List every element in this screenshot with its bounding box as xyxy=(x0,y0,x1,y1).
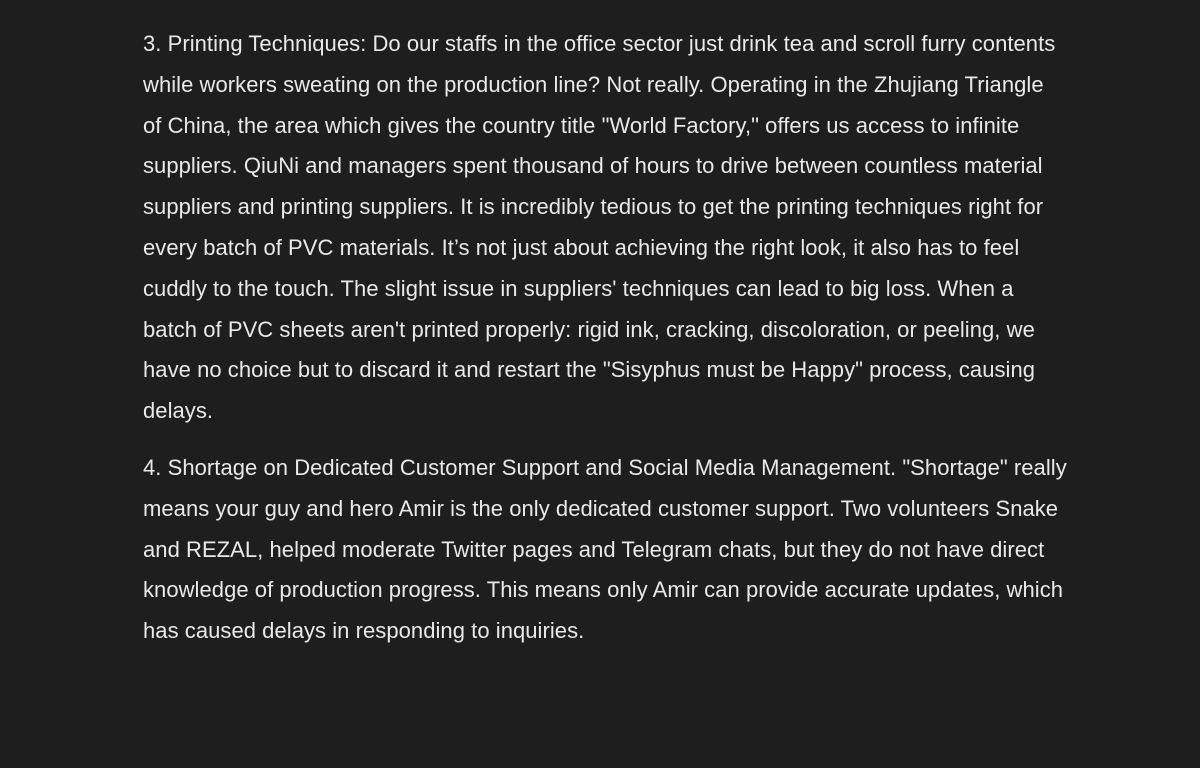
document-body xyxy=(143,24,1068,652)
paragraph-printing-techniques: 3. Printing Techniques: Do our staffs in the office sector just drink tea and scroll furry contents while workers sweating on the production line? Not really. Operating in the Zhujiang Triangle of China, the area which gives the country title "World Factory," offers us access to infinite suppliers. QiuNi and managers spent thousand of hours to drive between countless material suppliers and printing suppliers. It is incredibly tedious to get the printing techniques right for every batch of PVC materials. It’s not just about achieving the right look, it also has to feel cuddly to the touch. The slight issue in suppliers' techniques can lead to big loss. When a batch of PVC sheets aren't printed properly: rigid ink, cracking, discoloration, or peeling, we have no choice but to discard it and restart the "Sisyphus must be Happy" process, causing delays. xyxy=(143,31,1056,424)
paragraph-customer-support-shortage: 4. Shortage on Dedicated Customer Support and Social Media Management. "Shortage" really means your guy and hero Amir is the only dedicated customer support. Two volunteers Snake and REZAL, helped moderate Twitter pages and Telegram chats, but they do not have direct knowledge of production progress. This means only Amir can provide accurate updates, which has caused delays in responding to inquiries. xyxy=(143,454,1067,644)
